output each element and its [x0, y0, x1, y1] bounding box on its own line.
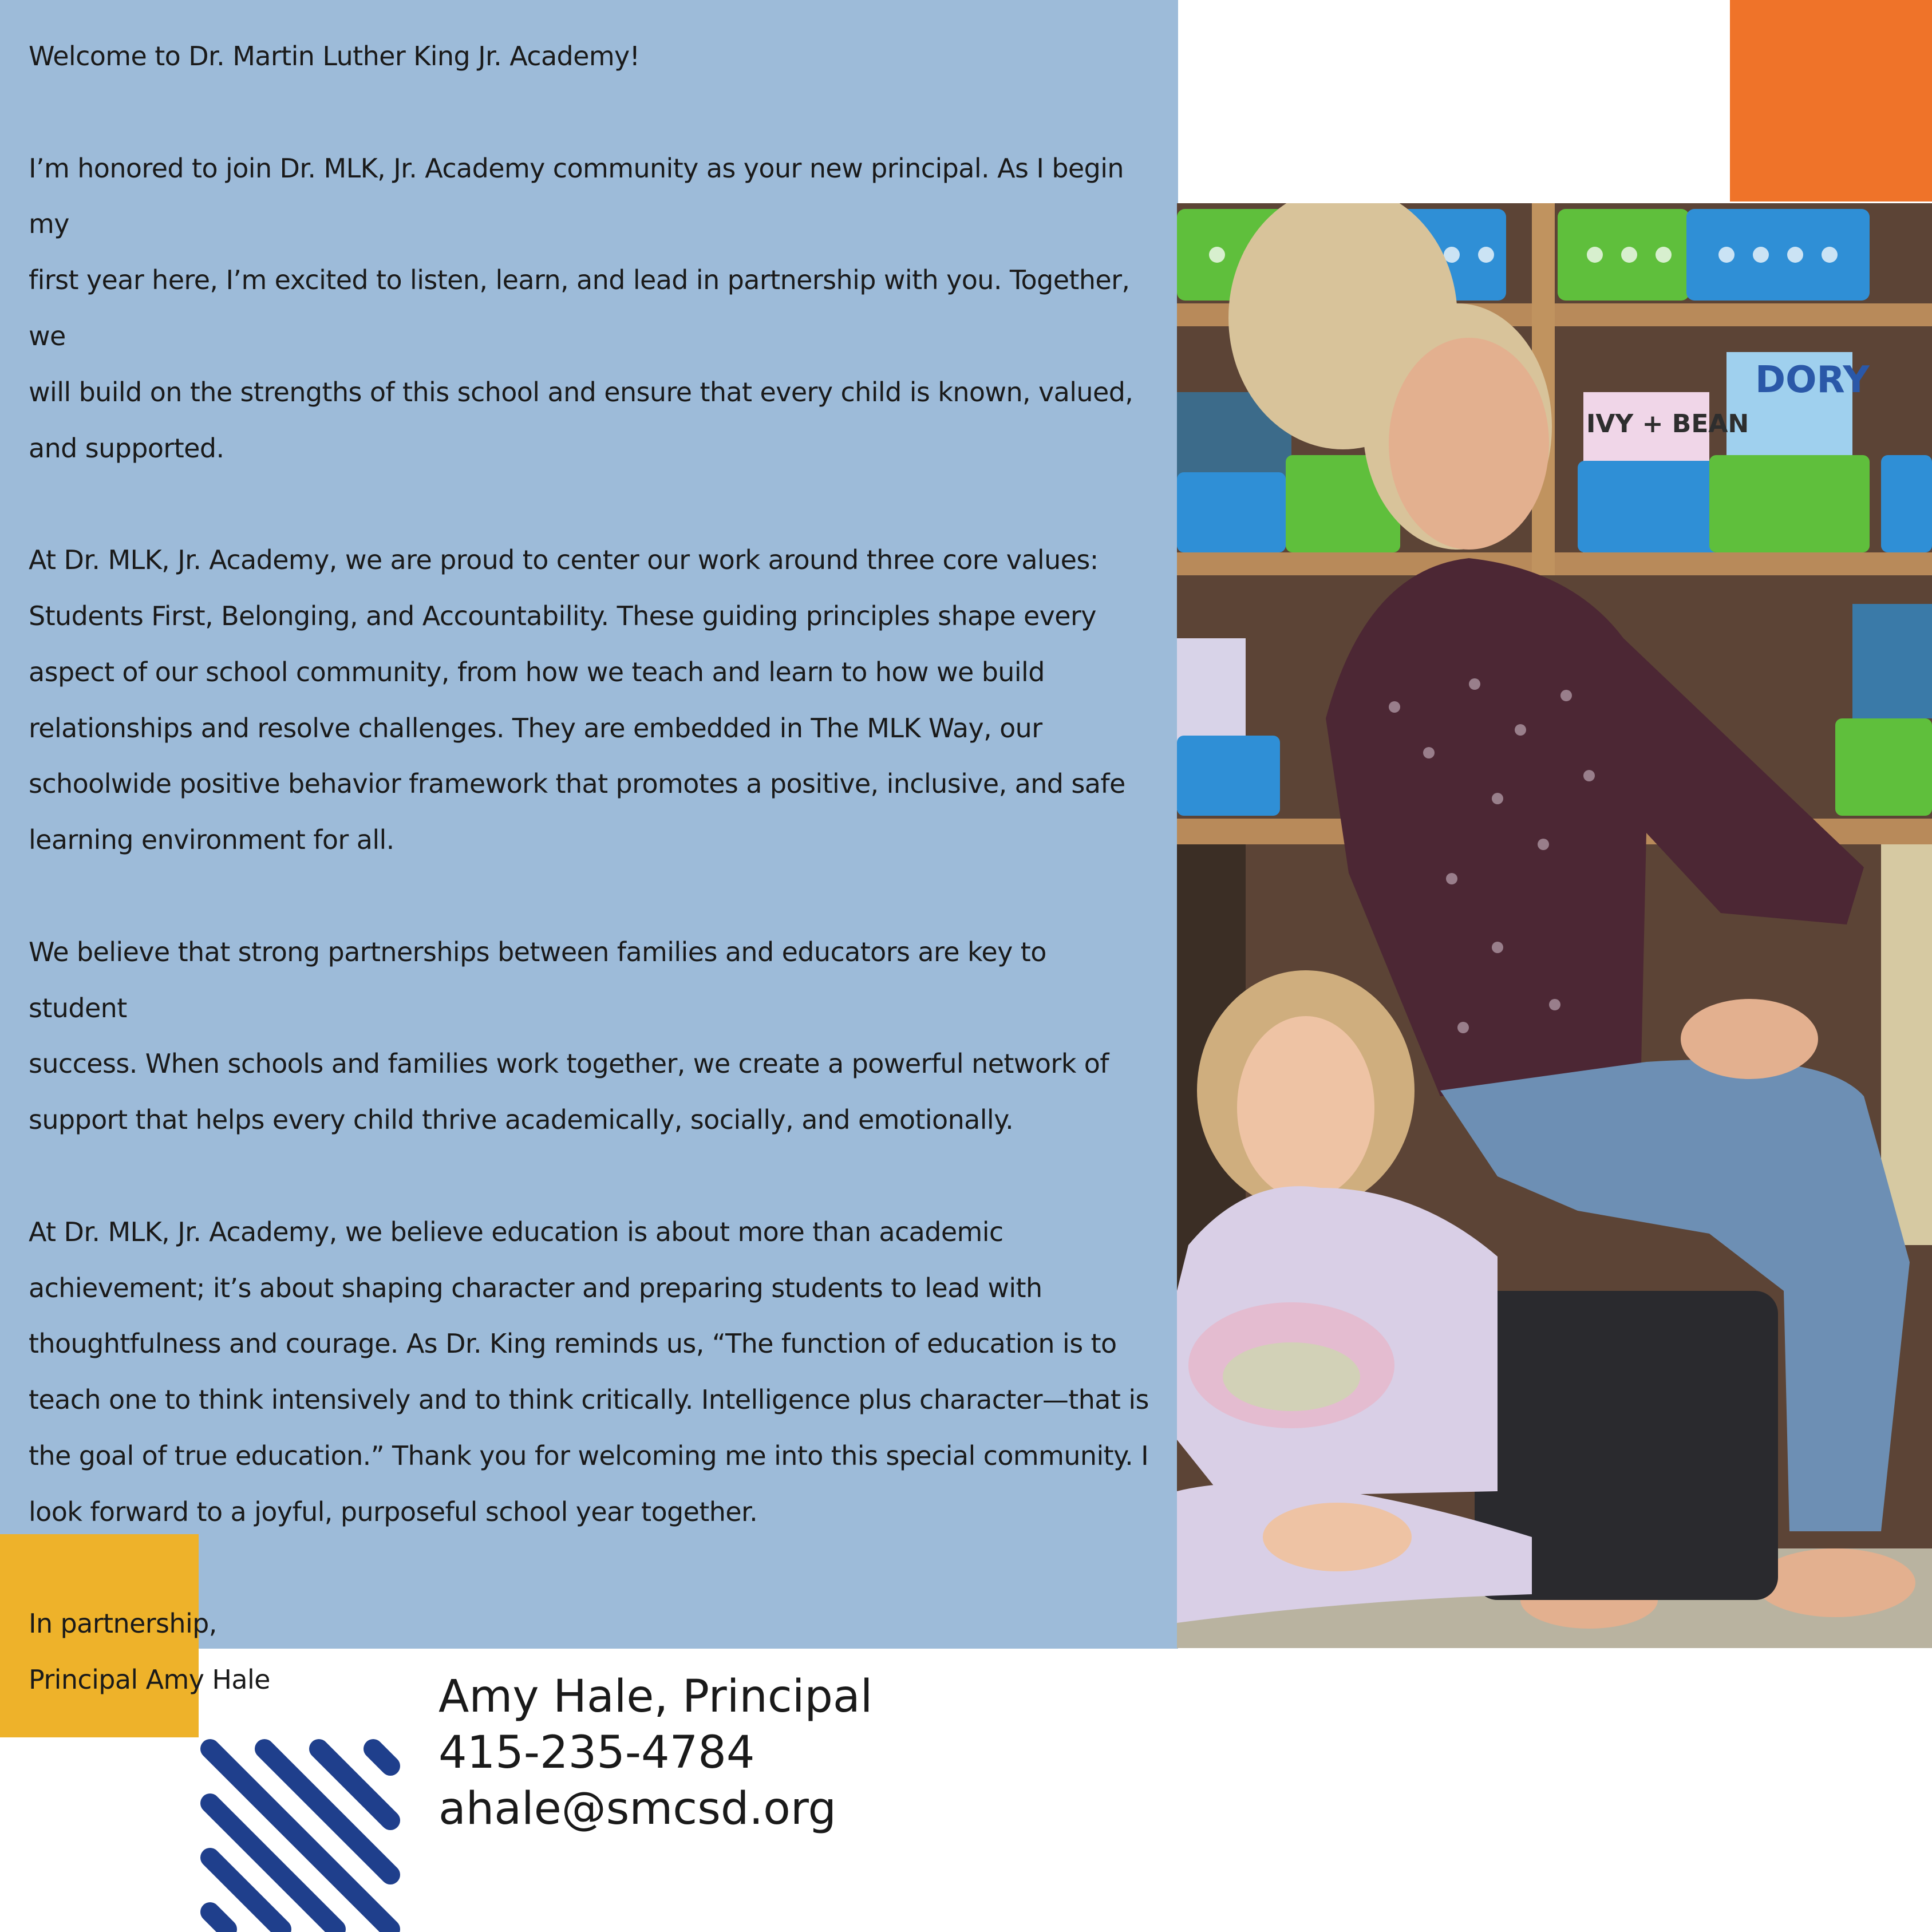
letter-signature: Principal Amy Hale: [29, 1664, 270, 1696]
letter-greeting: Welcome to Dr. Martin Luther King Jr. Academy!: [29, 41, 640, 72]
contact-block: [438, 1669, 872, 1837]
diagonal-stripes-decoration: [199, 1737, 405, 1932]
orange-accent-block: [1730, 0, 1932, 202]
contact-email[interactable]: ahale@smcsd.org: [438, 1783, 837, 1835]
contact-name-title: Amy Hale, Principal: [438, 1671, 873, 1722]
letter-closing: In partnership,: [29, 1608, 217, 1639]
letter-paragraph-2: At Dr. MLK, Jr. Academy, we are proud to center our work around three core values: Students First, Belonging, and Accountability. These guiding principles shape every aspect of our school community, from how we teach and learn to how we build relationships and resolve challenges. They are embedded in The MLK Way, our schoolwide positive behavior framework that promotes a positive, inclusive, and safe learning environment for all.: [29, 544, 1125, 856]
letter-paragraph-3: We believe that strong partnerships between families and educators are key to student success. When schools and families work together, we create a powerful network of support that helps every child thrive academically, socially, and emotionally.: [29, 936, 1109, 1136]
welcome-letter: [29, 29, 1151, 1708]
book-title-ivy-bean: IVY + BEAN: [1586, 409, 1749, 438]
letter-paragraph-4: At Dr. MLK, Jr. Academy, we believe education is about more than academic achievement; it’s about shaping character and preparing students to lead with thoughtfulness and courage. As Dr. King reminds us, “The function of education is to teach one to think intensively and to think critically. Intelligence plus character—that is the goal of true education.” Thank you for welcoming me into this special community. I look forward to a joyful, purposeful school year together.: [29, 1216, 1149, 1527]
letter-paragraph-1: I’m honored to join Dr. MLK, Jr. Academy community as your new principal. As I begin my first year here, I’m excited to listen, learn, and lead in partnership with you. Together, we will build on the strengths of this school and ensure that every child is known, valued, and supported.: [29, 152, 1133, 464]
principal-photo: [1177, 203, 1932, 1648]
book-title-dory: DORY: [1755, 359, 1870, 401]
contact-phone[interactable]: 415-235-4784: [438, 1727, 755, 1779]
